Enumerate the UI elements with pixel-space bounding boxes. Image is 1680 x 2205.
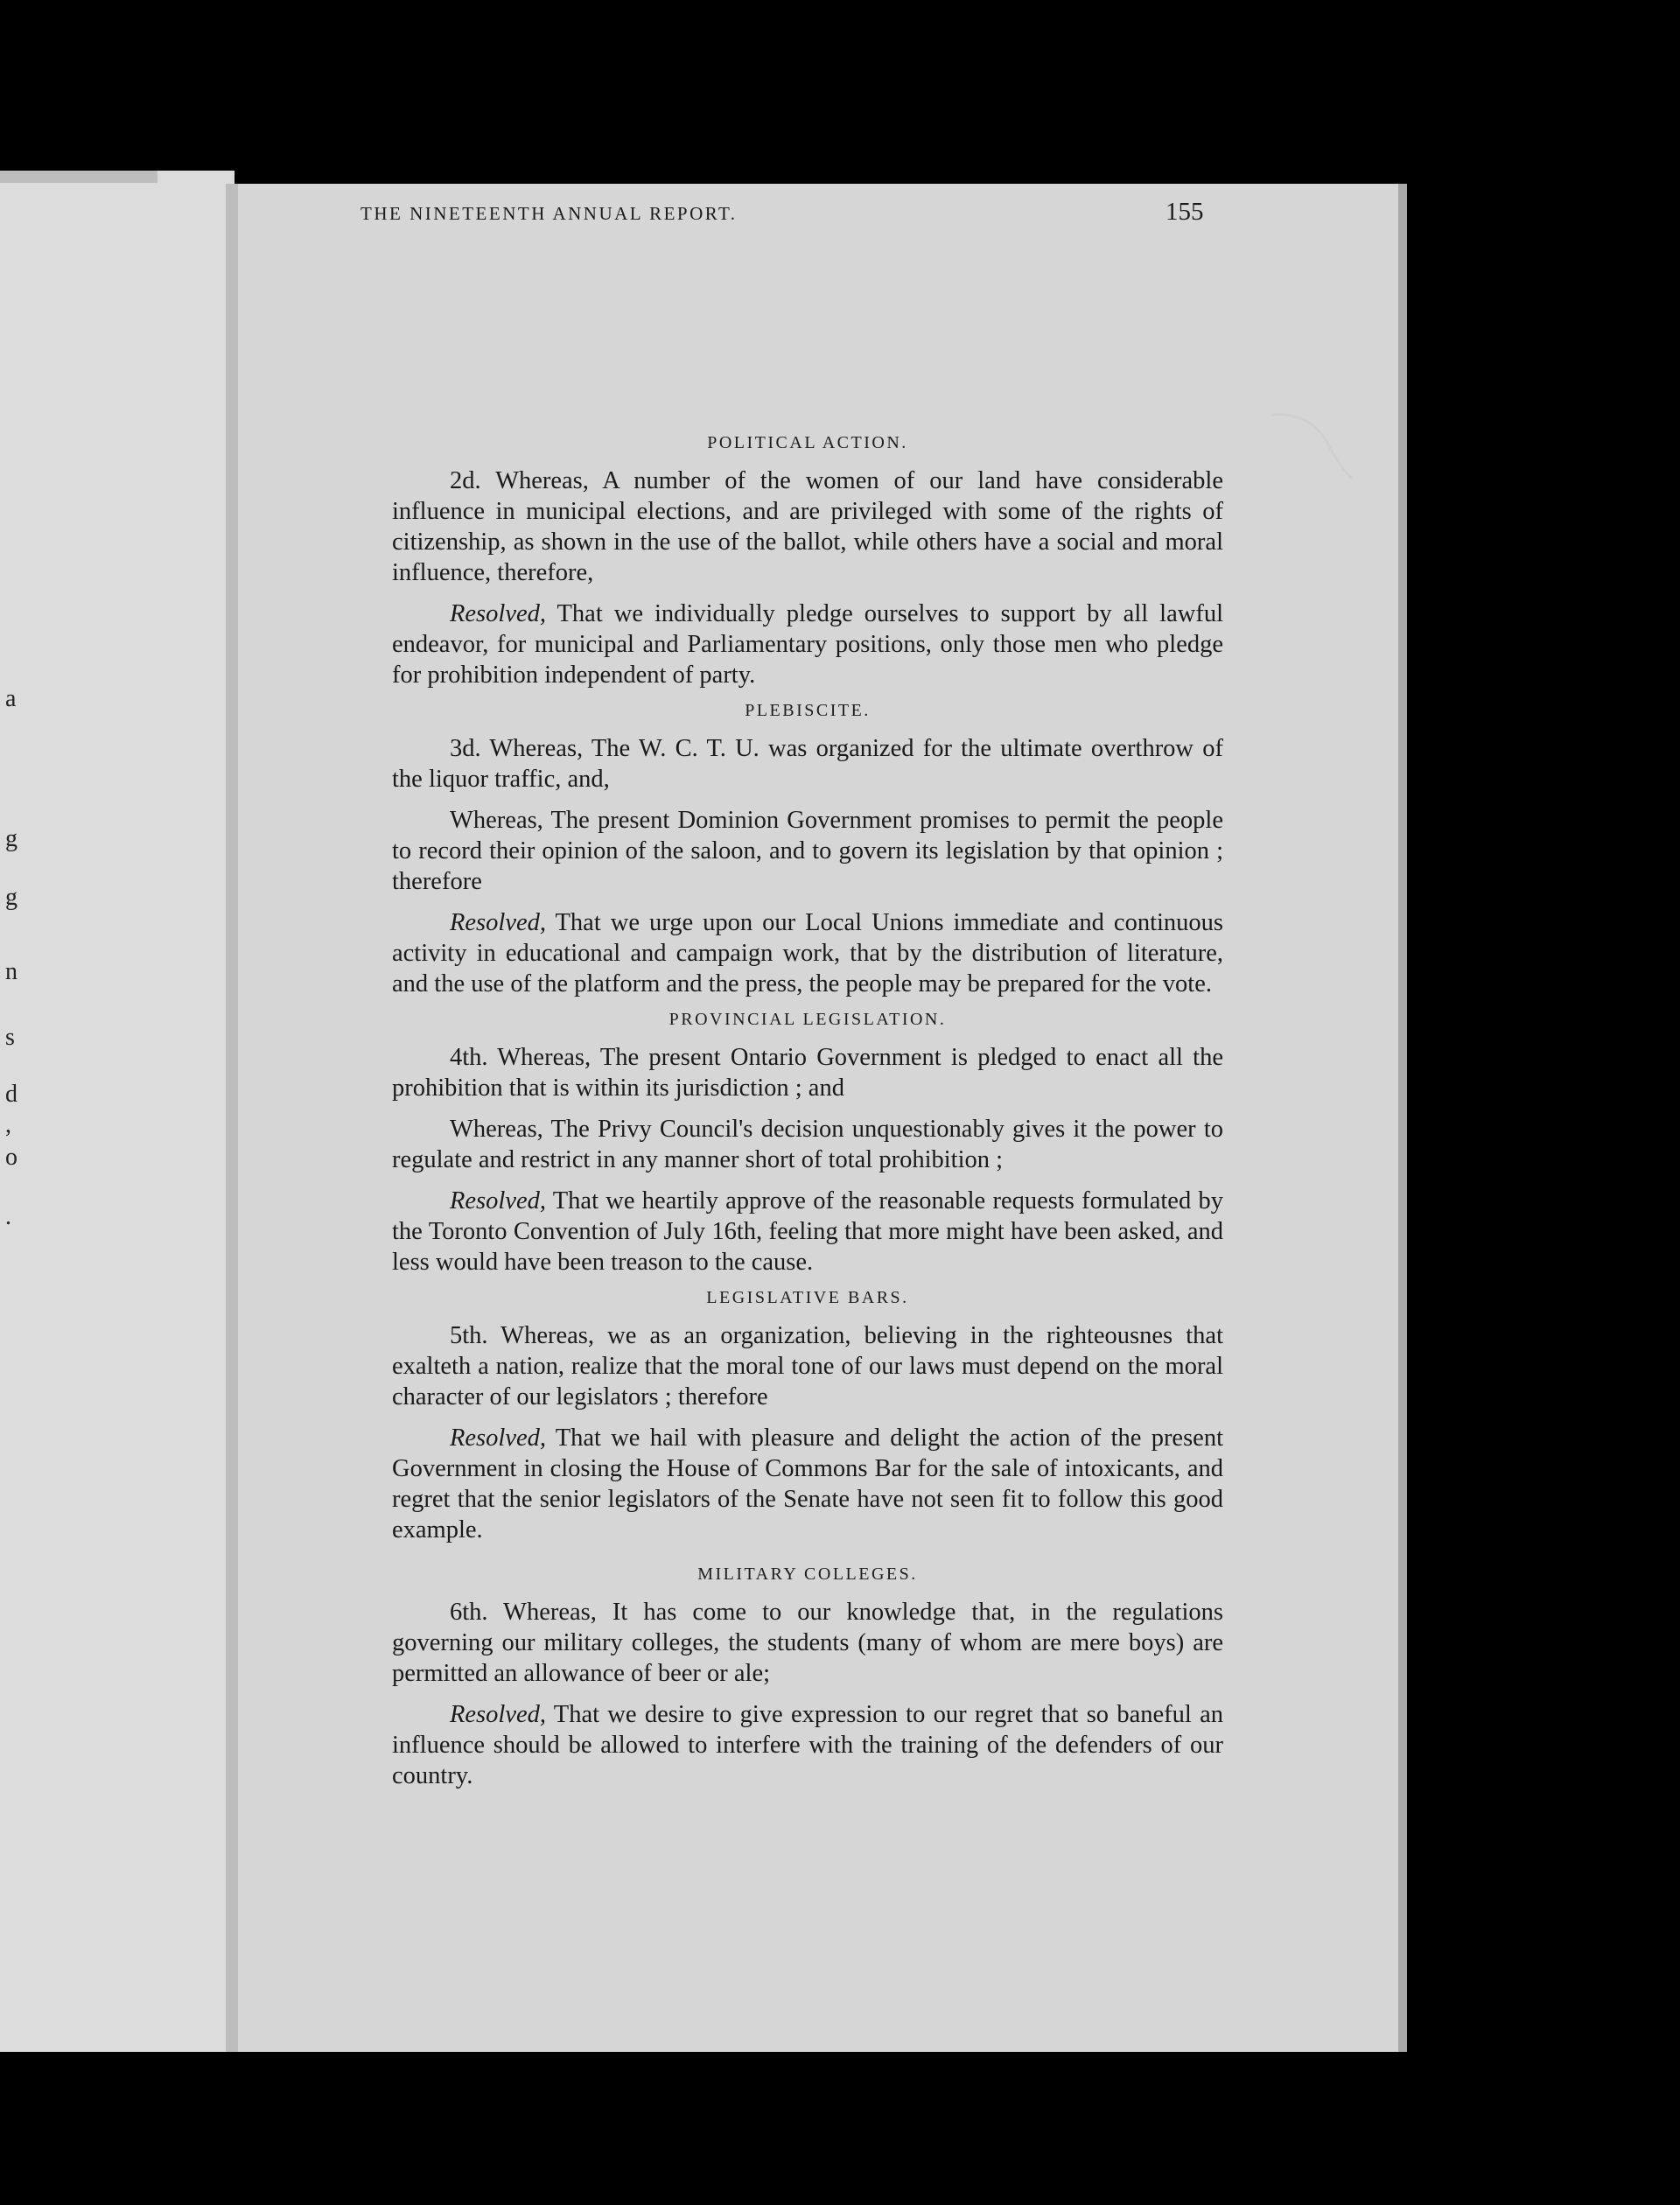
section-military-colleges [392, 1564, 1223, 1791]
paragraph [392, 1114, 1223, 1175]
resolved-label: Resolved, [450, 1187, 546, 1214]
paragraph-text: Whereas, The present Dominion Government promises to permit the people to record their opinion of the saloon, and to govern its legislation by that opinion ; therefore [392, 807, 1223, 895]
running-head-title: THE NINETEENTH ANNUAL REPORT. [360, 203, 738, 224]
spacer [392, 1556, 1223, 1564]
paragraph-text: That we desire to give expression to our regret that so baneful an influence should be allowed to interfere with the training of the defenders of our country. [392, 1701, 1223, 1789]
paragraph-text: 5th. Whereas, we as an organization, believing in the righteousnes that exalteth a nation, realize that the moral tone of our laws must depend on the moral character of our legislators ; therefore [392, 1322, 1223, 1410]
left-fragment: n [5, 958, 18, 985]
section-heading: MILITARY COLLEGES. [697, 1564, 918, 1584]
paragraph-text: That we individually pledge ourselves to support by all lawful endeavor, for municipal and Parliamentary positions, only those men who pledge for prohibition independent of party. [392, 600, 1223, 689]
paragraph-text: That we heartily approve of the reasonable requests formulated by the Toronto Convention of July 16th, feeling that more might have been asked, and less would have been treason to the cause. [392, 1187, 1223, 1276]
paragraph [392, 598, 1223, 690]
pencil-mark-icon [1270, 410, 1354, 481]
section-plebiscite [392, 701, 1223, 999]
paragraph [392, 1042, 1223, 1103]
paragraph [392, 466, 1223, 588]
section-political-action [392, 433, 1223, 690]
resolved-label: Resolved, [450, 909, 546, 936]
section-heading: LEGISLATIVE BARS. [706, 1288, 909, 1307]
page-body [392, 433, 1223, 1802]
left-fragment: d [5, 1081, 18, 1108]
paragraph-text: 3d. Whereas, The W. C. T. U. was organized for the ultimate overthrow of the liquor traffic, and, [392, 735, 1223, 793]
paragraph [392, 1423, 1223, 1545]
section-heading: POLITICAL ACTION. [707, 433, 908, 452]
left-fragment: s [5, 1024, 15, 1051]
paragraph-text: Whereas, The Privy Council's decision unquestionably gives it the power to regulate and restrict in any manner short of total prohibition ; [392, 1116, 1223, 1173]
paragraph [392, 907, 1223, 999]
paragraph [392, 1320, 1223, 1412]
paragraph [392, 805, 1223, 897]
paragraph-text: 4th. Whereas, The present Ontario Government is pledged to enact all the prohibition that is within its jurisdiction ; and [392, 1044, 1223, 1102]
paragraph [392, 1597, 1223, 1689]
left-facing-page [0, 171, 234, 2052]
left-fragment: g [5, 884, 18, 911]
paragraph [392, 733, 1223, 794]
left-fragment: g [5, 825, 18, 852]
paragraph-text: 6th. Whereas, It has come to our knowledge that, in the regulations governing our military colleges, the students (many of whom are mere boys) are permitted an allowance of beer or ale; [392, 1599, 1223, 1687]
resolved-label: Resolved, [450, 1701, 546, 1728]
page-edge-shadow [1398, 184, 1407, 2052]
paragraph-text: 2d. Whereas, A number of the women of our land have considerable influence in municipal elections, and are privileged with some of the rights of citizenship, as shown in the use of the ballot, while others have a social and moral influence, therefore, [392, 467, 1223, 586]
running-head [360, 194, 1236, 229]
section-legislative-bars [392, 1288, 1223, 1545]
section-heading: PLEBISCITE. [745, 701, 871, 720]
left-fragment: a [5, 685, 17, 712]
left-fragment: o [5, 1144, 18, 1171]
paragraph [392, 1699, 1223, 1791]
left-page-text-fragments [0, 171, 234, 2052]
paragraph-text: That we urge upon our Local Unions immediate and continuous activity in educational and campaign work, that by the distribution of literature, and the use of the platform and the press, the people may be prepared for the vote. [392, 909, 1223, 998]
left-fragment: . [5, 1203, 11, 1230]
section-provincial-legislation [392, 1010, 1223, 1278]
paragraph [392, 1186, 1223, 1278]
left-fragment: , [5, 1111, 11, 1138]
resolved-label: Resolved, [450, 1424, 546, 1452]
resolved-label: Resolved, [450, 600, 546, 627]
paragraph-text: That we hail with pleasure and delight the action of the present Government in closing the House of Commons Bar for the sale of intoxicants, and regret that the senior legislators of the Senate have not seen fit to follow this good example. [392, 1424, 1223, 1544]
page-number: 155 [1166, 198, 1204, 226]
section-heading: PROVINCIAL LEGISLATION. [668, 1010, 947, 1029]
